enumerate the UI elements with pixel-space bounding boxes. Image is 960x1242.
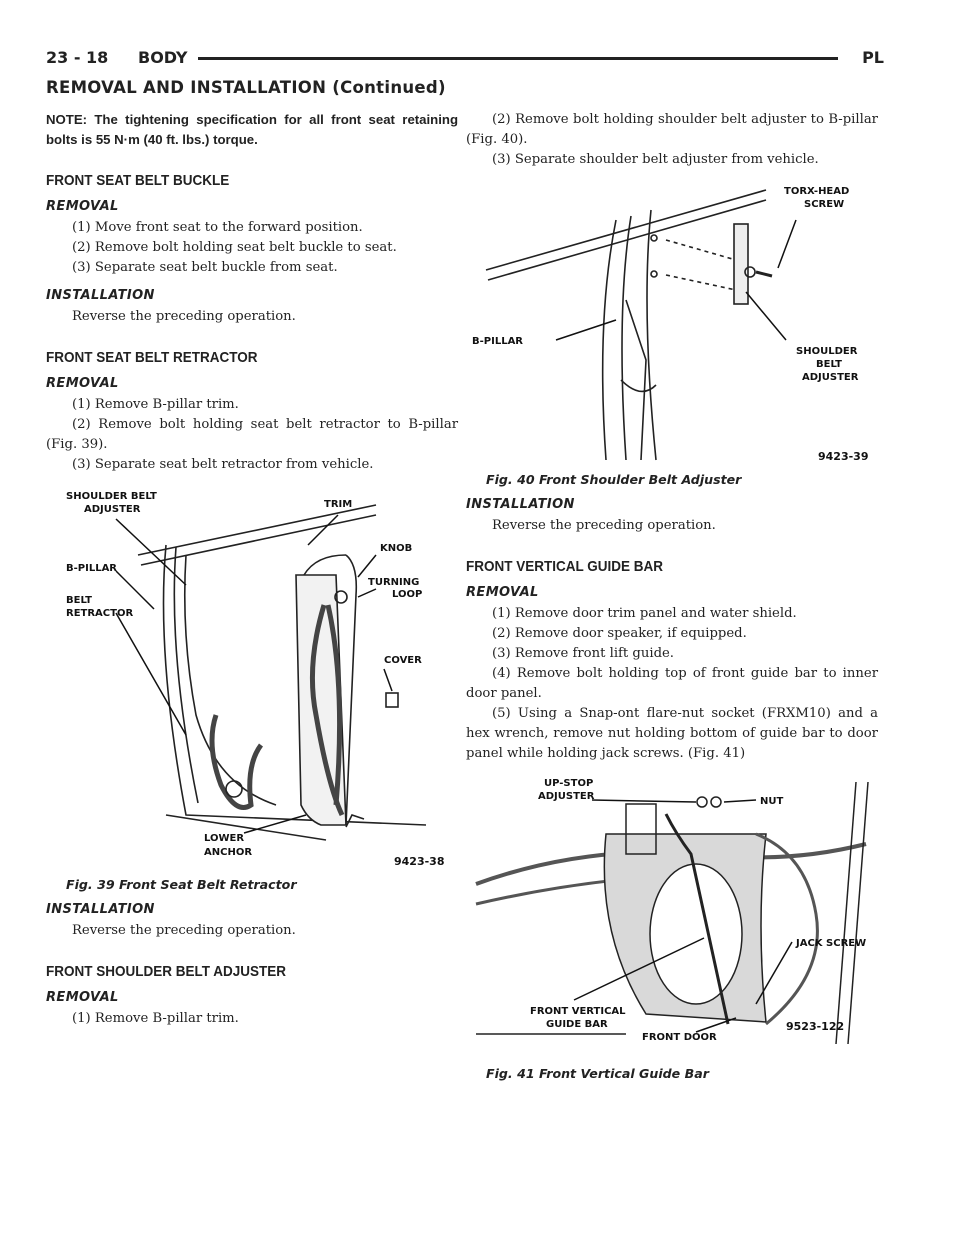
step: (1) Move front seat to the forward position. [72, 220, 363, 235]
removal-heading: REMOVAL [46, 990, 119, 1005]
step: (1) Remove B-pillar trim. [72, 1011, 239, 1026]
step: (3) Separate shoulder belt adjuster from vehicle. [492, 152, 819, 167]
svg-text:ADJUSTER: ADJUSTER [538, 791, 595, 802]
step: (5) Using a Snap-ont flare-nut socket (FRXM10) and a hex wrench, remove nut holding bottom of guide bar to door panel while holding jack screws. (Fig. 41) [466, 706, 878, 761]
installation-text: Reverse the preceding operation. [492, 518, 716, 533]
installation-heading: INSTALLATION [46, 902, 155, 917]
section-name: BODY [138, 48, 188, 67]
step: (3) Separate seat belt buckle from seat. [72, 260, 338, 275]
figure-39 [46, 485, 458, 892]
removal-heading: REMOVAL [46, 199, 119, 214]
figure-caption: Fig. 41 Front Vertical Guide Bar [486, 1066, 709, 1081]
guide-bar-illustration [466, 774, 878, 1064]
svg-text:LOOP: LOOP [392, 589, 423, 600]
svg-text:FRONT DOOR: FRONT DOOR [642, 1032, 717, 1043]
page-number: 23 - 18 [46, 48, 109, 67]
installation-heading: INSTALLATION [466, 497, 575, 512]
shoulder-belt-adjuster-illustration [466, 180, 878, 470]
svg-text:JACK SCREW: JACK SCREW [796, 938, 867, 949]
svg-text:9423-38: 9423-38 [394, 855, 445, 868]
installation-text: Reverse the preceding operation. [72, 309, 296, 324]
installation-heading: INSTALLATION [46, 288, 155, 303]
svg-text:ADJUSTER: ADJUSTER [84, 504, 141, 515]
step: (2) Remove bolt holding seat belt buckle to seat. [72, 240, 397, 255]
step: (3) Remove front lift guide. [492, 646, 675, 661]
page-header [46, 44, 884, 74]
figure-40 [466, 180, 878, 487]
step: (4) Remove bolt holding top of front guide bar to inner door panel. [466, 666, 878, 701]
step: (2) Remove bolt holding shoulder belt adjuster to B-pillar (Fig. 40). [466, 112, 878, 147]
figure-41 [466, 774, 878, 1081]
svg-text:ADJUSTER: ADJUSTER [802, 372, 859, 383]
svg-text:TORX-HEAD: TORX-HEAD [784, 186, 850, 197]
svg-text:9423-39: 9423-39 [818, 450, 869, 463]
svg-text:B-PILLAR: B-PILLAR [472, 336, 524, 347]
torque-note: NOTE: The tightening specification for all front seat retaining bolts is 55 N·m (40 ft. lbs.) torque. [46, 112, 458, 147]
svg-text:NUT: NUT [760, 796, 784, 807]
svg-text:TURNING: TURNING [368, 577, 420, 588]
step: (2) Remove bolt holding seat belt retractor to B-pillar (Fig. 39). [46, 417, 458, 452]
svg-text:BELT: BELT [66, 595, 92, 606]
svg-text:SHOULDER BELT: SHOULDER BELT [66, 491, 157, 502]
step: (3) Separate seat belt retractor from vehicle. [72, 457, 374, 472]
svg-text:RETRACTOR: RETRACTOR [66, 608, 134, 619]
figure-caption: Fig. 39 Front Seat Belt Retractor [66, 877, 297, 892]
section-title-buckle: FRONT SEAT BELT BUCKLE [46, 172, 230, 189]
section-title-retractor: FRONT SEAT BELT RETRACTOR [46, 349, 258, 366]
step: (1) Remove door trim panel and water shield. [492, 606, 797, 621]
continued-heading: REMOVAL AND INSTALLATION (Continued) [46, 78, 446, 97]
svg-text:9523-122: 9523-122 [786, 1020, 845, 1033]
svg-text:LOWER: LOWER [204, 833, 245, 844]
svg-text:B-PILLAR: B-PILLAR [66, 563, 118, 574]
seat-belt-retractor-illustration [46, 485, 458, 875]
step: (2) Remove door speaker, if equipped. [492, 626, 747, 641]
svg-text:BELT: BELT [816, 359, 842, 370]
left-column [46, 110, 458, 1029]
svg-text:TRIM: TRIM [324, 499, 353, 510]
removal-heading: REMOVAL [466, 585, 539, 600]
installation-text: Reverse the preceding operation. [72, 923, 296, 938]
svg-text:UP-STOP: UP-STOP [544, 778, 594, 789]
svg-text:ANCHOR: ANCHOR [204, 847, 253, 858]
right-column [466, 110, 878, 1081]
svg-text:GUIDE BAR: GUIDE BAR [546, 1019, 608, 1030]
header-rule [198, 57, 838, 60]
svg-text:COVER: COVER [384, 655, 422, 666]
section-title-shoulder-adjuster: FRONT SHOULDER BELT ADJUSTER [46, 963, 287, 980]
svg-text:SCREW: SCREW [804, 199, 845, 210]
svg-text:FRONT VERTICAL: FRONT VERTICAL [530, 1006, 626, 1017]
section-title-guide-bar: FRONT VERTICAL GUIDE BAR [466, 558, 664, 575]
figure-caption: Fig. 40 Front Shoulder Belt Adjuster [486, 472, 742, 487]
step: (1) Remove B-pillar trim. [72, 397, 239, 412]
model-code: PL [862, 48, 884, 67]
removal-heading: REMOVAL [46, 376, 119, 391]
svg-text:SHOULDER: SHOULDER [796, 346, 858, 357]
svg-text:KNOB: KNOB [380, 543, 413, 554]
